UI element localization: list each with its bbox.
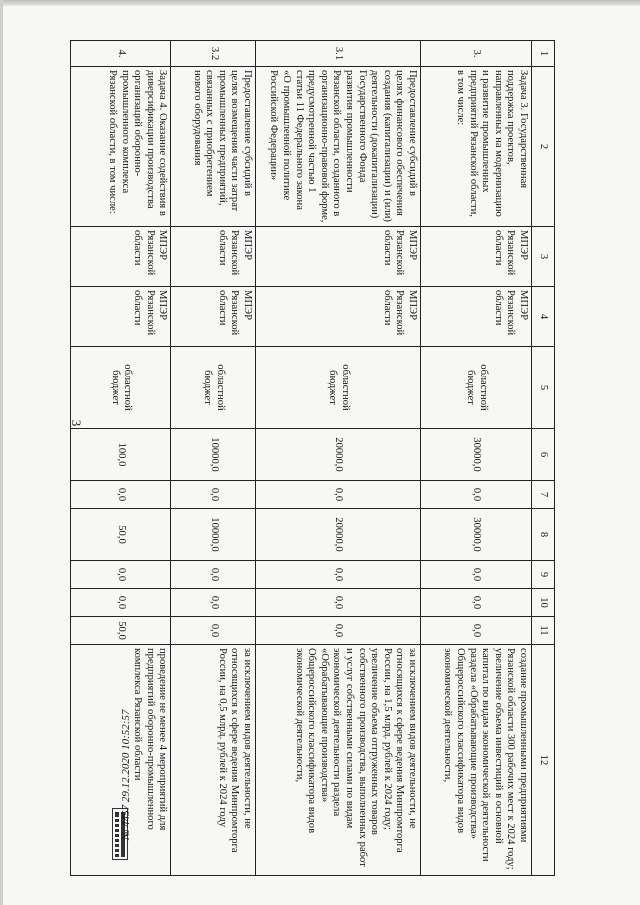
amount-col9: 0,0: [71, 561, 171, 589]
program-table: [70, 40, 555, 876]
header-cell: 1: [532, 41, 555, 67]
task-description: Предоставление субсидий в целях финансового обеспечения создания (капитализации) и (или) деятельности (докапитализации) Государственного Фонда развития промышленности Рязанской области, созданного в организационно-правовой форме, предусмотренной частью 1 статьи 11 Федерального закона «О промышленной политике Российской Федерации»: [256, 67, 421, 227]
amount-col11: 0,0: [171, 617, 256, 645]
funding-source: областной бюджет: [421, 347, 532, 429]
amount-col7: 0,0: [71, 481, 171, 509]
program-table-container: [70, 40, 555, 875]
executor-cell: МПЭР Рязанской области: [421, 227, 532, 287]
amount-col10: 0,0: [421, 589, 532, 617]
task-description: Предоставление субсидий в целях возмещения части затрат промышленных предприятий, связанных с приобретением нового оборудования: [171, 67, 256, 227]
recipient-cell: МПЭР Рязанской области: [256, 287, 421, 347]
task-description: Задача 3. Государственная поддержка проектов, направленных на модернизацию и развитие промышленных предприятий Рязанской области, в том числе:: [421, 67, 532, 227]
amount-col10: 0,0: [256, 589, 421, 617]
amount-col11: 0,0: [256, 617, 421, 645]
amount-col7: 0,0: [171, 481, 256, 509]
row-number: 3.1: [256, 41, 421, 67]
header-cell: 3: [532, 227, 555, 287]
recipient-cell: МПЭР Рязанской области: [421, 287, 532, 347]
amount-col8: 30000,0: [421, 509, 532, 561]
header-cell: 4: [532, 287, 555, 347]
amount-total: 10000,0: [171, 429, 256, 481]
amount-col7: 0,0: [421, 481, 532, 509]
amount-col9: 0,0: [256, 561, 421, 589]
funding-source: областной бюджет: [71, 347, 171, 429]
scan-left-edge: [0, 0, 3, 905]
header-cell: 9: [532, 561, 555, 589]
executor-cell: МПЭР Рязанской области: [256, 227, 421, 287]
executor-cell: МПЭР Рязанской области: [171, 227, 256, 287]
header-cell: 12: [532, 645, 555, 876]
expected-result: проведение не менее 4 мероприятий для предприятий оборонно-промышленного комплекса Рязанской области: [71, 645, 171, 876]
table-row: [256, 41, 421, 876]
header-cell: 8: [532, 509, 555, 561]
recipient-cell: МПЭР Рязанской области: [171, 287, 256, 347]
expected-result: за исключением видов деятельности, не относящихся к сфере ведения Минпромторга России, на 0,5 млрд. рублей к 2024 году: [171, 645, 256, 876]
amount-col10: 0,0: [71, 589, 171, 617]
header-row: [532, 41, 555, 876]
amount-total: 30000,0: [421, 429, 532, 481]
document-registration-number: № 4457 29.12.2020 10:52:57: [120, 709, 132, 840]
header-cell: 2: [532, 67, 555, 227]
executor-cell: МПЭР Рязанской области: [71, 227, 171, 287]
header-cell: 10: [532, 589, 555, 617]
recipient-cell: МПЭР Рязанской области: [71, 287, 171, 347]
expected-result: создание промышленными предприятиями Рязанской области 300 рабочих мест к 2024 году; увеличение объема инвестиций в основной капитал по видам экономической деятельности раздела «Обрабатывающие производства» Общероссийского классификатора видов экономической деятельности,: [421, 645, 532, 876]
page-number: 3: [69, 419, 84, 427]
table-row: [171, 41, 256, 876]
header-cell: 6: [532, 429, 555, 481]
row-number: 3.2: [171, 41, 256, 67]
table-row: [421, 41, 532, 876]
amount-col9: 0,0: [421, 561, 532, 589]
amount-col8: 50,0: [71, 509, 171, 561]
amount-total: 20000,0: [256, 429, 421, 481]
amount-col8: 20000,0: [256, 509, 421, 561]
row-number: 4.: [71, 41, 171, 67]
funding-source: областной бюджет: [256, 347, 421, 429]
amount-col8: 10000,0: [171, 509, 256, 561]
expected-result: за исключением видов деятельности, не относящихся к сфере ведения Минпромторга России, на 1,5 млрд. рублей к 2024 году; увеличение объема отгруженных товаров собственного производства, выполненных работ и услуг собственными силами по видам экономической деятельности раздела «Обрабатывающие производства» Общероссийского классификатора видов экономической деятельности,: [256, 645, 421, 876]
header-cell: 11: [532, 617, 555, 645]
scan-top-edge: [0, 0, 640, 6]
task-description: Задача 4. Оказание содействия в диверсификации производства организаций оборонно-промышленного комплекса Рязанской области, в том числе:: [71, 67, 171, 227]
amount-col10: 0,0: [171, 589, 256, 617]
funding-source: областной бюджет: [171, 347, 256, 429]
header-cell: 5: [532, 347, 555, 429]
amount-col9: 0,0: [171, 561, 256, 589]
header-cell: 7: [532, 481, 555, 509]
amount-col11: 0,0: [421, 617, 532, 645]
amount-col7: 0,0: [256, 481, 421, 509]
row-number: 3.: [421, 41, 532, 67]
amount-col11: 50,0: [71, 617, 171, 645]
amount-total: 100,0: [71, 429, 171, 481]
